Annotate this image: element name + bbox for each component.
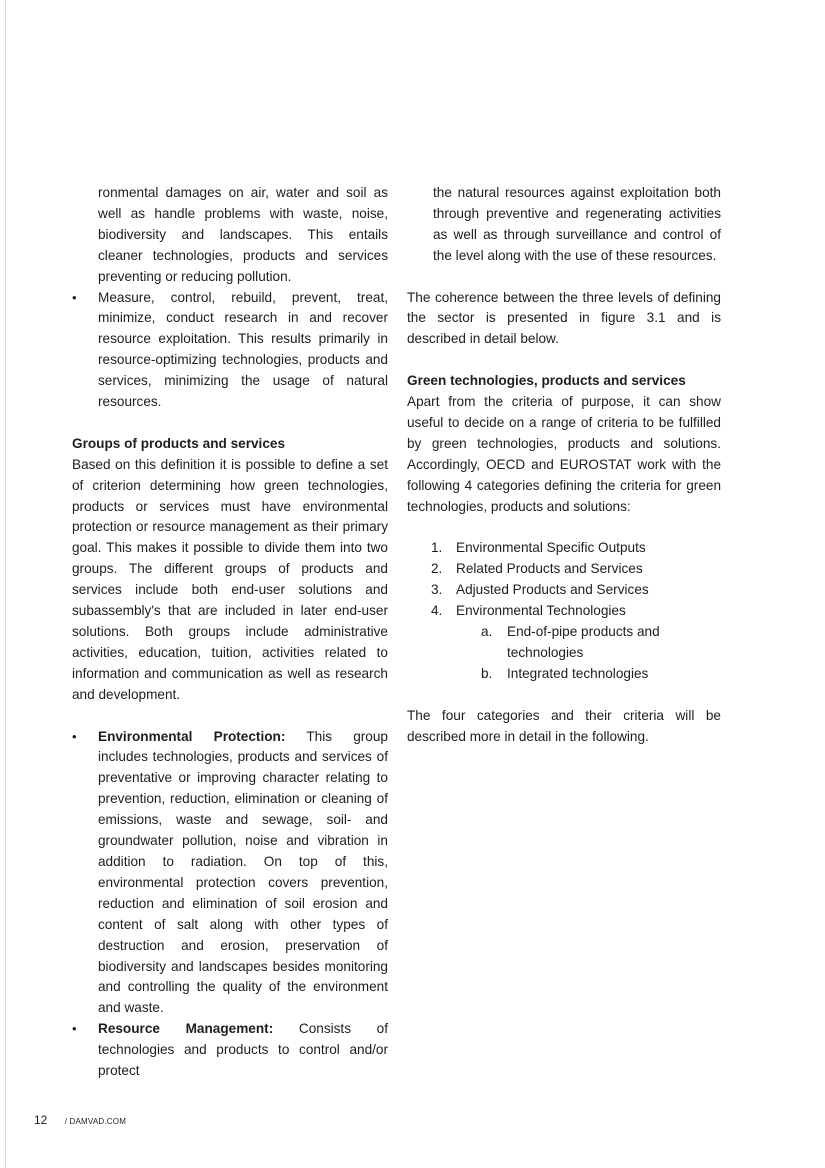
- closing-paragraph: The four categories and their criteria will be described more in detail in the following.: [407, 707, 721, 744]
- bullet-title: Resource Management:: [98, 1021, 274, 1037]
- list-item: 1. Environmental Specific Outputs: [431, 540, 646, 556]
- bullet-continuation-text: ronmental damages on air, water and soil as well as handle problems with waste, noise, biodiversity and landscapes. This entails cleaner technologies, products and services preventing or reducing pollution.: [98, 185, 388, 284]
- groups-paragraph: Based on this definition it is possible to define a set of criterion determining how green technologies, products or services must have environmental protection or resource management as their primary goal. This makes it possible to divide them into two groups. The different groups of products and services include both end-user solutions and subassembly's that are included in later end-user solutions. Both groups include administrative activities, education, tuition, activities related to information and communication as well as research and development.: [72, 456, 388, 702]
- coherence-paragraph: The coherence between the three levels of defining the sector is presented in figure 3.1 and is described in detail below.: [407, 289, 721, 347]
- list-item: a. End-of-pipe products and technologies: [481, 623, 660, 660]
- list-item: [72, 288, 388, 413]
- page-footer: [34, 1113, 126, 1127]
- list-item: [72, 727, 388, 1020]
- bullet-continuation-text: the natural resources against exploitation both through preventive and regenerating activities as well as through surveillance and control of the level along with the use of these resources.: [433, 185, 721, 263]
- section-heading-groups: Groups of products and services: [72, 435, 286, 451]
- scan-edge-line: [5, 0, 6, 1168]
- right-column: [407, 183, 721, 747]
- bullet-icon: •: [72, 728, 77, 744]
- footer-website: / DAMVAD.COM: [64, 1117, 127, 1126]
- list-item: 3. Adjusted Products and Services: [431, 582, 649, 598]
- list-item: 4. Environmental Technologies: [431, 603, 626, 619]
- bullet-title: Environmental Protection:: [98, 728, 286, 744]
- left-column: [72, 183, 388, 1082]
- bullet-icon: •: [72, 1021, 77, 1037]
- bullet-text: This group includes technologies, products and services of preventative or improving character relating to prevention, reduction, elimination or cleaning of emissions, waste and sewage, soil- and groundwater pollution, noise and vibration in addition to radiation. On top of this, environmental protection covers prevention, reduction and elimination of soil erosion and content of salt along with other types of destruction and erosion, preservation of biodiversity and landscapes besides monitoring and controlling the quality of the environment and waste.: [98, 728, 388, 1016]
- bullet-text: Consists of technologies and products to control and/or protect: [98, 1021, 388, 1079]
- categories-list: [407, 538, 721, 622]
- green-tech-paragraph: Apart from the criteria of purpose, it can show useful to decide on a range of criteria to be fulfilled by green technologies, products and solutions. Accordingly, OECD and EUROSTAT work with the following 4 categories defining the criteria for green technologies, products and solutions:: [407, 394, 721, 514]
- list-item: b. Integrated technologies: [481, 665, 649, 681]
- section-heading-green-tech: Green technologies, products and services: [407, 373, 686, 389]
- left-bullet-list: [72, 288, 388, 413]
- groups-bullet-list: [72, 727, 388, 1082]
- technologies-sublist: [407, 622, 721, 685]
- page-number: 12: [34, 1113, 48, 1127]
- list-item: 2. Related Products and Services: [431, 561, 643, 577]
- bullet-icon: •: [72, 289, 77, 305]
- list-item: [72, 1019, 388, 1082]
- bullet-text: Measure, control, rebuild, prevent, treat, minimize, conduct research in and recover resource exploitation. This results primarily in resource-optimizing technologies, products and services, minimizing the usage of natural resources.: [98, 289, 388, 410]
